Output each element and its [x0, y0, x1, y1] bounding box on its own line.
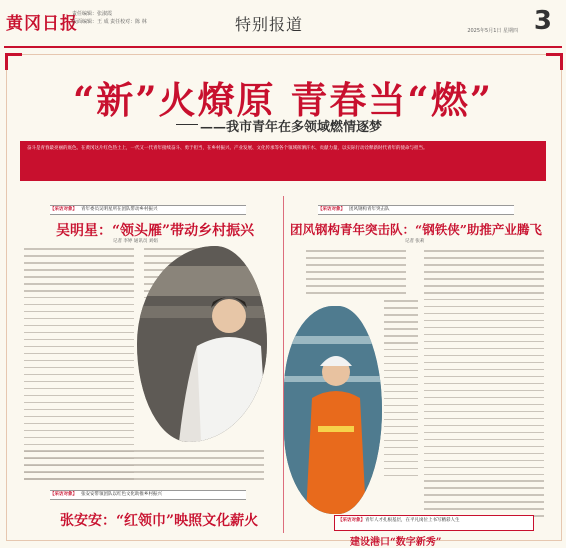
- editor-line: 版面编辑：王 成 责任校对：陈 林: [72, 19, 147, 25]
- article-title: 建设港口“数字新秀”: [350, 537, 442, 548]
- tag-text: 团风钢构青年突击队: [349, 207, 390, 212]
- masthead: [0, 0, 566, 46]
- issue-date: 2025年5月1日 星期四: [467, 28, 518, 34]
- article-tag: [50, 205, 246, 215]
- tag-label: 【采访对象】: [50, 492, 77, 497]
- article-byline: 记者 张莉: [405, 239, 425, 244]
- tag-text: 张安安带领团队以红色文化助推乡村振兴: [81, 492, 162, 497]
- headline: “新”火燎原 青春当“燃”: [72, 78, 493, 122]
- article-body: [306, 250, 406, 299]
- tag-text: 青年人才扎根基层，在平凡岗位上书写精彩人生: [365, 518, 460, 523]
- article-title: 张安安：“红领巾”映照文化薪火: [60, 513, 259, 529]
- frame-corner: [546, 53, 563, 70]
- article-tag: [318, 205, 514, 215]
- tag-label: 【采访对象】: [318, 207, 345, 212]
- section-title: 特别报道: [235, 15, 304, 34]
- column-divider: [283, 196, 284, 533]
- worker-illustration: [284, 306, 382, 514]
- article-body: [24, 450, 264, 485]
- tag-text: 青年委员吴明星所在团队带动乡村振兴: [81, 207, 158, 212]
- article-byline: 记者 李婷 通讯员 刘娟: [113, 239, 158, 244]
- subheadline-dash: [176, 124, 198, 125]
- article-tag: [50, 490, 246, 500]
- newspaper-logo: 黄冈日报: [6, 14, 78, 34]
- intro-box: 奋斗是青春最亮丽的底色。在黄冈这片红色热土上，一代又一代青年接续奋斗、勇于担当，在乡村振兴、产业发展、文化传承等各个领域挥洒汗水、贡献力量，以实际行动诠释新时代青年的使命与担当。: [20, 141, 546, 181]
- frame-corner: [5, 53, 22, 70]
- article-title: 吴明星：“领头雁”带动乡村振兴: [56, 223, 255, 239]
- article-body: [424, 250, 544, 522]
- tag-label: 【采访对象】: [50, 207, 77, 212]
- tag-label: 【采访对象】: [338, 518, 365, 523]
- editor-line: 责任编辑：张淑霞: [72, 11, 113, 17]
- article-tag: [334, 515, 534, 531]
- article-title: 团风钢构青年突击队：“钢铁侠”助推产业腾飞: [290, 222, 542, 237]
- worker-photo: [284, 306, 382, 514]
- header-divider: [4, 46, 562, 48]
- page-number: 3: [533, 6, 552, 36]
- editor-info: [72, 10, 147, 26]
- subheadline: ——我市青年在多领域燃情逐梦: [200, 120, 383, 135]
- article-body: [384, 300, 418, 482]
